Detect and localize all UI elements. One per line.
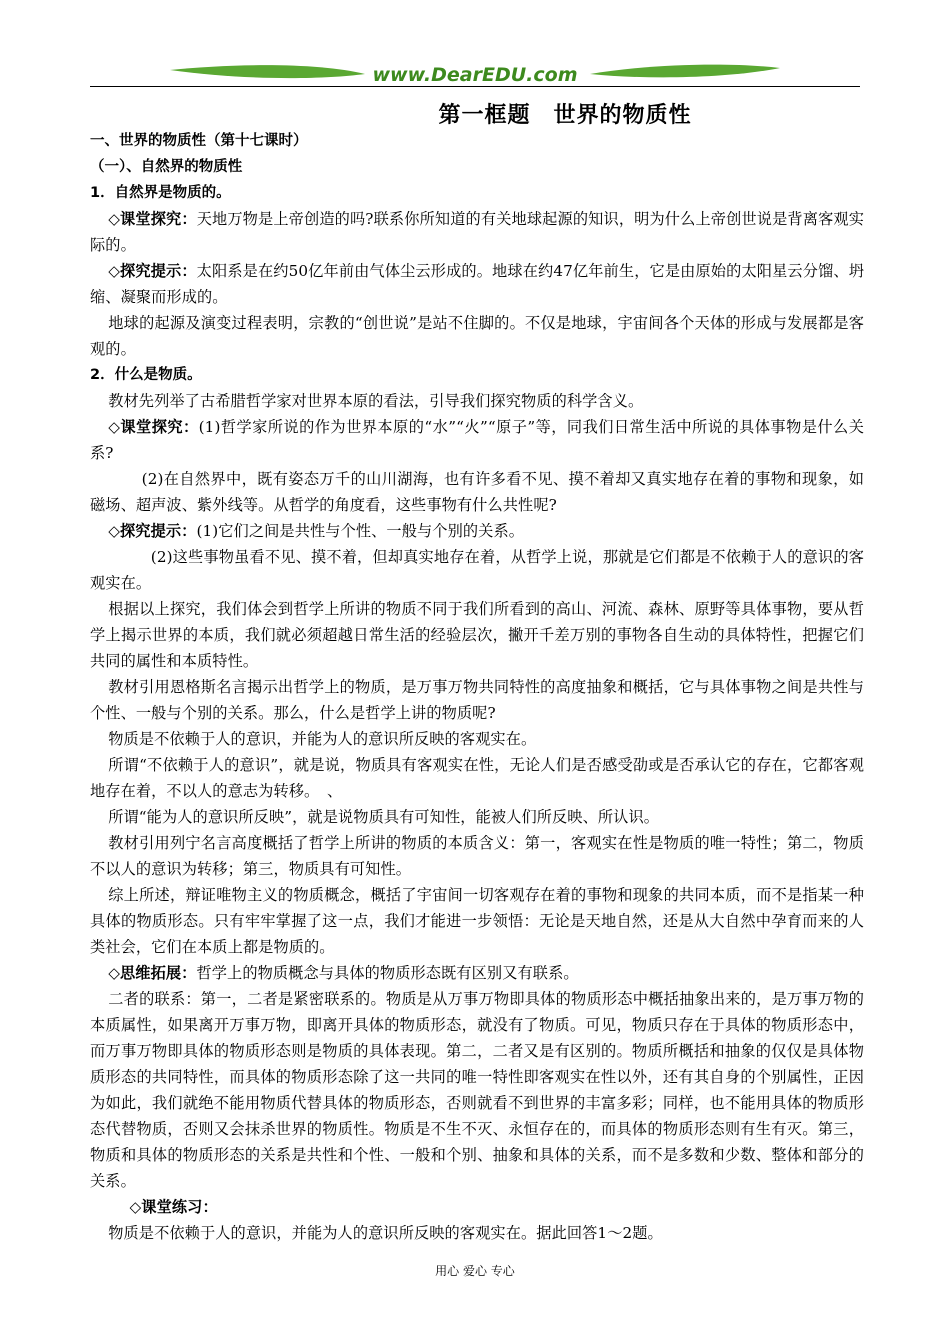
- left-swoosh: [170, 65, 365, 78]
- paragraph: 所谓“不依赖于人的意识”，就是说，物质具有客观实在性，无论人们是否感受劭或是否承认它的存在，它都客观地存在着，不以人的意志为转移。 、: [90, 756, 864, 800]
- section-heading-3: 1．自然界是物质的。: [90, 185, 231, 201]
- header-rule: [90, 86, 860, 87]
- section-heading-1: 一、世界的物质性（第十七课时）: [90, 133, 308, 149]
- label: ◇思维拓展：: [108, 964, 197, 982]
- paragraph: 地球的起源及演变过程表明，宗教的“创世说”是站不住脚的。不仅是地球，宇宙间各个天体的形成与发展都是客观的。: [90, 314, 864, 358]
- paragraph: 二者的联系：第一，二者是紧密联系的。物质是从万事万物即具体的物质形态中概括抽象出来的，是万事万物的本质属性，如果离开万事万物，即离开具体的物质形态，就没有了物质。可见，物质只存在于具体的物质形态中，而万事万物即具体的物质形态则是物质的具体表现。第二，二者又是有区别的。物质所概括和抽象的仅仅是具体物质形态的共同特性，而具体的物质形态除了这一共同的唯一特性即客观实在性以外，还有其自身的个别属性，正因为如此，我们就绝不能用物质代替具体的物质形态，否则就看不到世界的丰富多彩；同样，也不能用具体的物质形态代替物质，否则又会抹杀世界的物质性。物质是不生不灭、永恒存在的，而具体的物质形态则有生有灭。第三，物质和具体的物质形态的关系是共性和个性、一般和个别、抽象和具体的关系，而不是多数和少数、整体和部分的关系。: [90, 990, 864, 1190]
- paragraph: (2)在自然界中，既有姿态万千的山川湖海，也有许多看不见、摸不着却又真实地存在着的事物和现象，如磁场、超声波、紫外线等。从哲学的角度看，这些事物有什么共性呢?: [90, 470, 864, 514]
- label: ◇课堂探究：: [108, 210, 197, 228]
- section-heading-2: （一）、自然界的物质性: [90, 159, 243, 175]
- label: ◇课堂探究：: [108, 418, 199, 436]
- document-body: [90, 128, 864, 1246]
- header-banner-logo: [90, 60, 860, 92]
- paragraph: [90, 1194, 864, 1220]
- label: ◇探究提示：: [108, 522, 197, 540]
- page-footer: 用心 爱心 专心: [435, 1264, 515, 1278]
- paragraph: 物质是不依赖于人的意识，并能为人的意识所反映的客观实在。: [108, 730, 537, 748]
- paragraph: (2)这些事物虽看不见、摸不着，但却真实地存在着，从哲学上说，那就是它们都是不依赖于人的意识的客观实在。: [90, 548, 864, 592]
- paragraph: 根据以上探究，我们体会到哲学上所讲的物质不同于我们所看到的高山、河流、森林、原野等具体事物，要从哲学上揭示世界的本质，我们就必须超越日常生活的经验层次，撇开千差万别的事物各自生动的具体特性，把握它们共同的属性和本质特性。: [90, 600, 864, 670]
- paragraph: ◇思维拓展：哲学上的物质概念与具体的物质形态既有区别又有联系。: [108, 964, 579, 982]
- paragraph: ◇探究提示：(1)它们之间是共性与个性、一般与个别的关系。: [108, 522, 525, 540]
- paragraph: ◇课堂探究：(1)哲学家所说的作为世界本原的“水”“火”“原子”等，同我们日常生活中所说的具体事物是什么关系?: [90, 418, 864, 462]
- paragraph: 综上所述，辩证唯物主义的物质概念，概括了宇宙间一切客观存在着的事物和现象的共同本质，而不是指某一种具体的物质形态。只有牢牢掌握了这一点，我们才能进一步领悟：无论是天地自然，还是从大自然中孕育而来的人类社会，它们在本质上都是物质的。: [90, 886, 864, 956]
- label: ◇课堂练习：: [129, 1198, 218, 1216]
- label: ◇探究提示：: [108, 262, 197, 280]
- paragraph: 物质是不依赖于人的意识，并能为人的意识所反映的客观实在。据此回答1～2题。: [108, 1224, 663, 1242]
- right-swoosh: [590, 65, 780, 78]
- section-heading-4: 2．什么是物质。: [90, 367, 202, 383]
- paragraph: 教材引用恩格斯名言揭示出哲学上的物质，是万事万物共同特性的高度抽象和概括，它与具体事物之间是共性与个性、一般与个别的关系。那么，什么是哲学上讲的物质呢?: [90, 678, 864, 722]
- site-logo-text: www.DearEDU.com: [372, 64, 578, 86]
- paragraph: 教材引用列宁名言高度概括了哲学上所讲的物质的本质含义：第一，客观实在性是物质的唯一特性；第二，物质不以人的意识为转移；第三，物质具有可知性。: [90, 834, 864, 878]
- page-title: 第一框题 世界的物质性: [438, 103, 692, 128]
- paragraph: 教材先列举了古希腊哲学家对世界本原的看法，引导我们探究物质的科学含义。: [108, 392, 644, 410]
- paragraph: ◇探究提示：太阳系是在约50亿年前由气体尘云形成的。地球在约47亿年前生，它是由原始的太阳星云分馏、坍缩、凝聚而形成的。: [90, 262, 865, 306]
- paragraph: ◇课堂探究：天地万物是上帝创造的吗?联系你所知道的有关地球起源的知识，明为什么上帝创世说是背离客观实际的。: [90, 210, 865, 254]
- paragraph: 所谓“能为人的意识所反映”，就是说物质具有可知性，能被人们所反映、所认识。: [108, 808, 660, 826]
